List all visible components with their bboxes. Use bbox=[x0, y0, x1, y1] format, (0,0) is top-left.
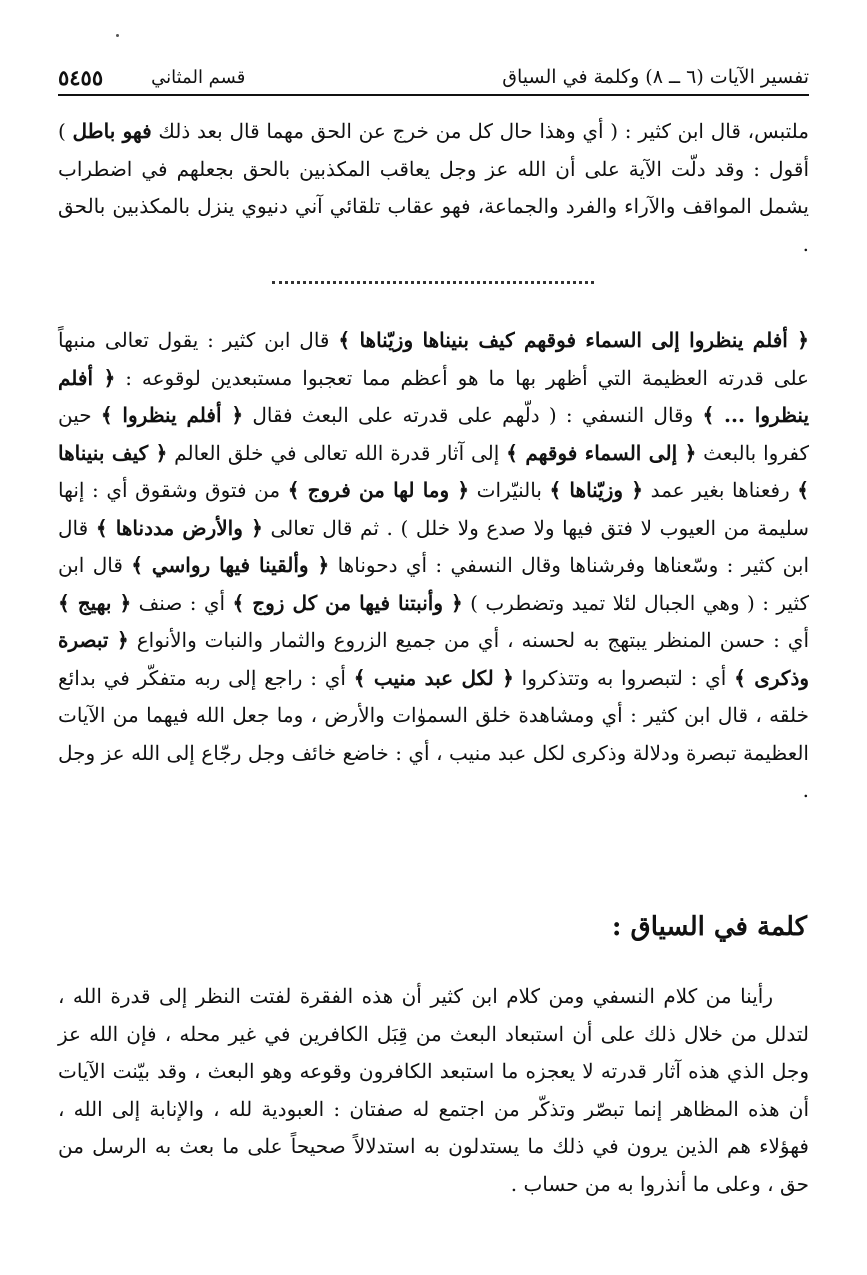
paragraph-intro bbox=[58, 113, 809, 263]
text-run: أي : راجع إلى ربه متفكّر في بدائع خلقه ، قال ابن كثير : أي ومشاهدة خلق السموٰات والأرض ، وما جعل الله فيهما من الآيات العظيمة تبصرة ودلالة وذكرى لكل عبد منيب ، أي : خاضع خائف وجل رجّاع إلى الله عز وجل . bbox=[58, 665, 809, 802]
text-run: حين كفروا بالبعث bbox=[58, 403, 809, 465]
verse-quote: ﴿ تبصرة وذكرى ﴾ bbox=[58, 628, 810, 690]
verse-quote: ﴿ إلى السماء فوقهم ﴾ bbox=[506, 440, 697, 465]
text-run: قال ابن كثير : وسّعناها وفرشناها وقال النسفي : أي دحوناها bbox=[58, 515, 809, 577]
text-run: ملتبس، قال ابن كثير : ( أي وهذا حال كل من خرج عن الحق مهما قال بعد ذلك bbox=[151, 119, 809, 143]
scan-mark bbox=[116, 34, 119, 37]
text-run: أي : حسن المنظر يبتهج به لحسنه ، أي من جميع الزروع والثمار والنبات والأنواع bbox=[128, 628, 810, 652]
verse-quote: ﴿ أفلم ينظروا ... ﴾ bbox=[58, 365, 810, 427]
dotted-separator bbox=[272, 281, 594, 284]
header-left-group bbox=[58, 65, 245, 90]
section-heading: كلمة في السياق : bbox=[611, 912, 807, 942]
verse-quote: ﴿ لكل عبد منيب ﴾ bbox=[353, 665, 514, 690]
verse-quote: ﴿ وزيّناها ﴾ bbox=[549, 478, 643, 502]
paragraph-commentary bbox=[58, 322, 809, 810]
verse-quote: ﴿ أفلم ينظروا إلى السماء فوقهم كيف بنيناها وزيّناها ﴾ bbox=[338, 328, 809, 352]
bold-phrase: فهو باطل bbox=[72, 119, 152, 143]
text-run: أي : صنف bbox=[131, 590, 233, 615]
text-run: قال ابن كثير : يقول تعالى منبهاً على قدرته العظيمة التي أظهر بها ما هو أعظم مما تعجبوا مستبعدين لوقوعه : bbox=[58, 328, 809, 390]
text-run: من فتوق وشقوق أي : إنها سليمة من العيوب لا فتق فيها ولا صدع ولا خلل ) . ثم قال تعالى bbox=[58, 478, 810, 540]
text-run: أي : لتبصروا به وتتذكروا bbox=[513, 665, 735, 690]
text-run: بالنيّرات bbox=[469, 478, 550, 502]
paragraph-context: رأينا من كلام النسفي ومن كلام ابن كثير أن هذه الفقرة لفتت النظر إلى قدرة الله ، لتدلل من خلال ذلك على أن استبعاد البعث من قِبَل الكافرين في غير محله ، فإن الله عز وجل الذي هذه آثار قدرته لا يعجزه ما استبعد الكافرون وقوعه وهو البعث ، وقد بيّنت الآيات أن هذه المظاهر إنما تبصّر وتذكّر من اجتمع له صفتان : العبودية لله ، والإنابة إلى الله ، فهؤلاء هم الذين يرون في ذلك ما يستدلون به استدلالاً صحيحاً على ما بعث به الرسل من حق ، وعلى ما أنذروا به من حساب . bbox=[58, 984, 809, 1196]
section-name: قسم المثاني bbox=[151, 66, 246, 88]
verse-quote: ﴿ وأنبتنا فيها من كل زوج ﴾ bbox=[232, 590, 463, 615]
text-run: رفعناها بغير عمد bbox=[643, 478, 798, 502]
text-run: ) أقول : وقد دلّت الآية على أن الله عز وجل يعاقب المكذبين بالحق بجعلهم في اضطراب يشمل المواقف والآراء والفرد والجماعة، فهو عقاب تلقائي آني دنيوي ينزل بالمكذبين بالحق . bbox=[58, 119, 809, 256]
verse-quote: ﴿ كيف بنيناها ﴾ bbox=[58, 440, 809, 502]
verse-quote: ﴿ والأرض مددناها ﴾ bbox=[95, 515, 263, 540]
page-number: ٥٤٥٥ bbox=[58, 64, 104, 90]
text-run: وقال النسفي : ( دلّهم على قدرته على البعث فقال bbox=[243, 403, 703, 427]
text-run: قال ابن كثير : ( وهي الجبال لئلا تميد وتضطرب ) bbox=[58, 553, 810, 615]
text-run: إلى آثار قدرة الله تعالى في خلق العالم bbox=[167, 440, 507, 465]
verse-quote: ﴿ وما لها من فروج ﴾ bbox=[287, 478, 470, 502]
running-title: تفسير الآيات (٦ ــ ٨) وكلمة في السياق bbox=[502, 66, 809, 88]
verse-quote: ﴿ وألقينا فيها رواسي ﴾ bbox=[131, 553, 330, 577]
verse-quote: ﴿ بهيج ﴾ bbox=[58, 590, 132, 615]
verse-quote: ﴿ أفلم ينظروا ﴾ bbox=[100, 403, 244, 427]
page-header bbox=[58, 60, 809, 96]
